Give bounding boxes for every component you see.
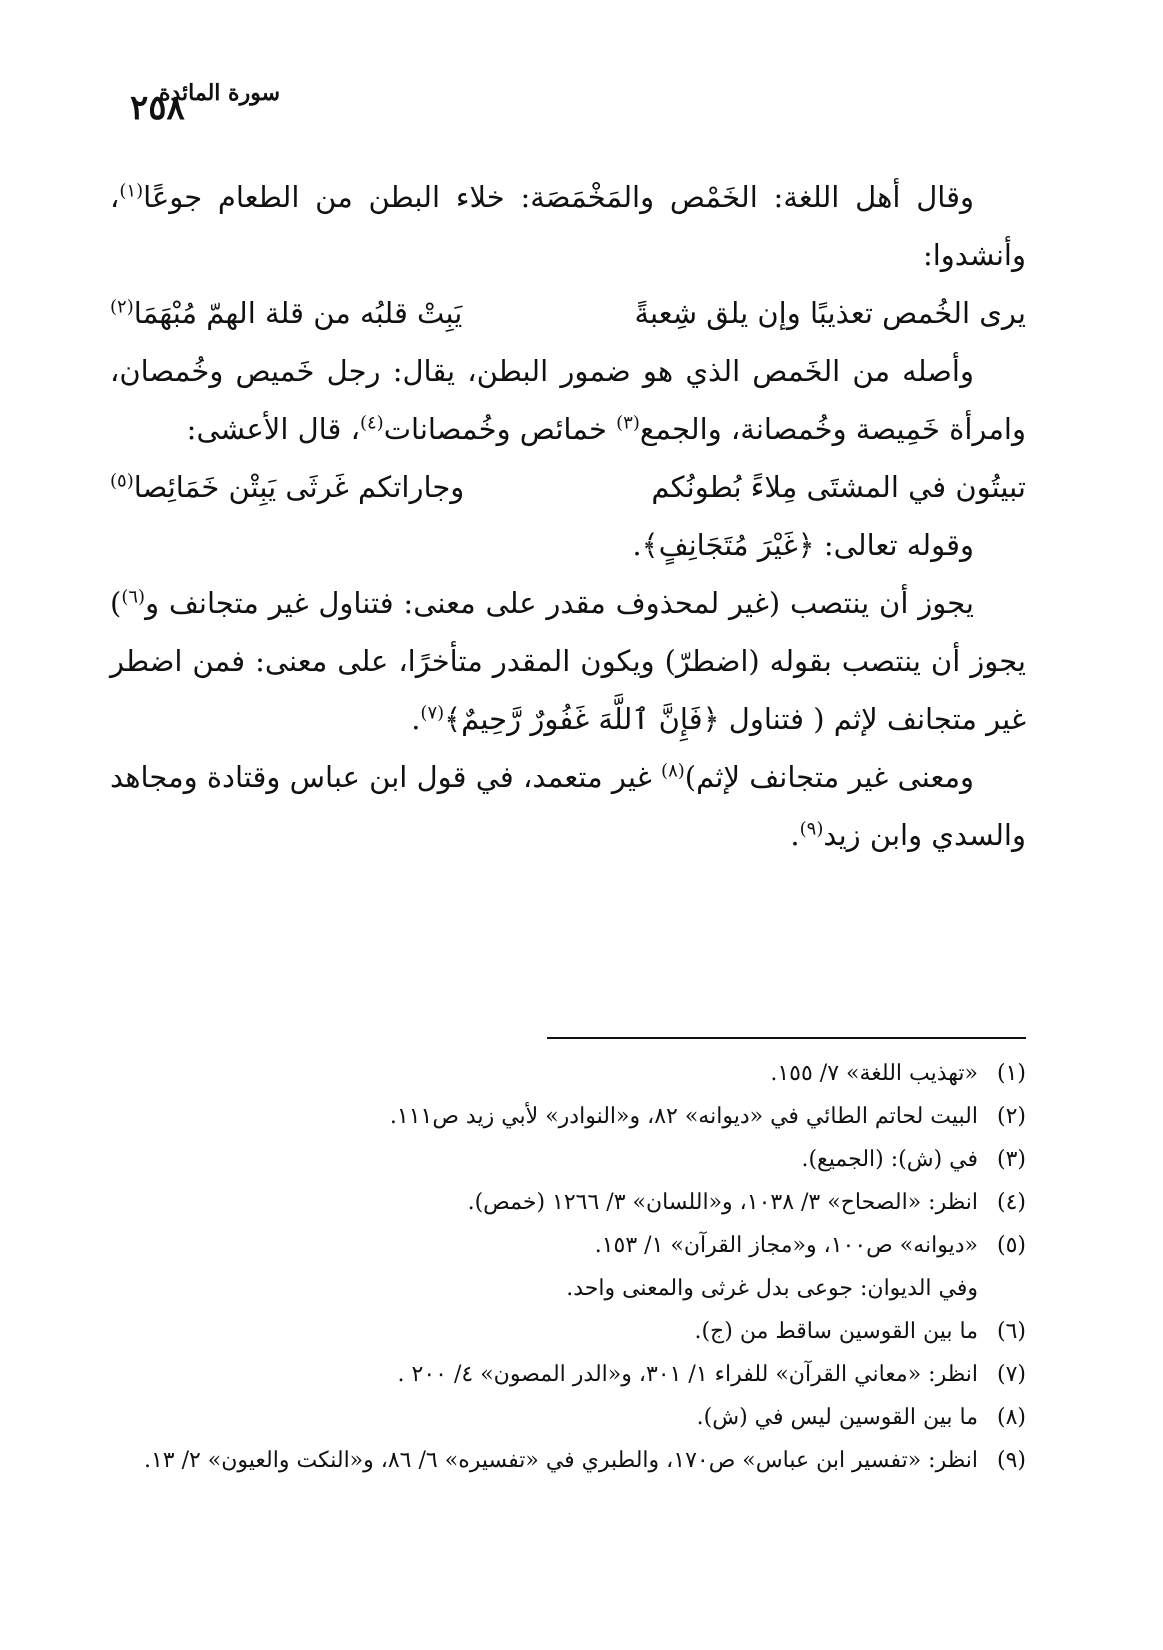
footnote-5-continuation: [110, 1267, 1026, 1310]
verse-2-first-hemistich: تبيتُون في المشتَى مِلاءً بُطونُكم: [651, 470, 1026, 504]
footnotes-section: [110, 1052, 1026, 1482]
paragraph-5-text-b: غير متعمد، في قول ابن عباس وقتادة ومجاهد والسدي وابن زيد: [110, 760, 1026, 852]
verse-2-second-text: وجاراتكم غَرثَى يَبِتْن خَمَائِصا: [133, 470, 465, 504]
footnote-ref-8: (٨): [661, 760, 685, 782]
footnote-1: [110, 1052, 1026, 1095]
footnote-9: [110, 1439, 1026, 1482]
footnote-4: [110, 1181, 1026, 1224]
footnote-separator: [547, 1037, 1026, 1039]
poetry-verse-1: [110, 284, 1026, 342]
footnote-ref-7: (٧): [420, 702, 445, 724]
footnote-2: [110, 1095, 1026, 1138]
footnote-text: ما بين القوسين ليس في (ش).: [696, 1405, 978, 1430]
footnote-text: «تهذيب اللغة» ٧/ ١٥٥.: [770, 1061, 978, 1086]
page-number: ٢٥٨: [130, 88, 185, 128]
footnote-text: «ديوانه» ص١٠٠، و«مجاز القرآن» ١/ ١٥٣.: [594, 1233, 978, 1258]
footnote-7: [110, 1353, 1026, 1396]
footnote-text: انظر: «الصحاح» ٣/ ١٠٣٨، و«اللسان» ٣/ ١٢٦٦ (خمص).: [467, 1190, 978, 1215]
footnote-number: (٢): [996, 1104, 1026, 1129]
verse-1-first-hemistich: يرى الخُمص تعذيبًا وإن يلق شِعبةً: [634, 296, 1026, 330]
paragraph-2-text-b: خمائص وخُمصانات: [383, 412, 617, 446]
verse-1-second-hemistich: [110, 284, 462, 342]
paragraph-4: [110, 574, 1026, 748]
footnote-number: (٨): [996, 1405, 1026, 1430]
footnote-ref-6: (٦): [121, 586, 146, 608]
paragraph-2: [110, 342, 1026, 458]
footnote-text: البيت لحاتم الطائي في «ديوانه» ٨٢، و«النوادر» لأبي زيد ص١١١.: [389, 1104, 978, 1129]
footnote-ref-1: (١): [119, 180, 144, 202]
paragraph-2-text-a: وأصله من الخَمص الذي هو ضمور البطن، يقال: رجل خَميص وخُمصان، وامرأة خَمِيصة وخُمصانة، والجمع: [110, 354, 1026, 446]
running-header-surah-title: سورة المائدة: [158, 80, 280, 106]
footnote-text: في (ش): (الجميع).: [801, 1147, 978, 1172]
footnote-number: (٥): [996, 1233, 1026, 1258]
footnote-5: [110, 1224, 1026, 1267]
footnote-6: [110, 1310, 1026, 1353]
footnote-3: [110, 1138, 1026, 1181]
paragraph-4-text-c: .: [411, 702, 421, 736]
footnote-number: (٤): [996, 1190, 1026, 1215]
footnote-text: ما بين القوسين ساقط من (ج).: [694, 1319, 978, 1344]
paragraph-5: [110, 748, 1026, 864]
paragraph-1-end: ، وأنشدوا:: [110, 180, 1026, 272]
paragraph-3: وقوله تعالى: ﴿غَيْرَ مُتَجَانِفٍ﴾.: [632, 528, 974, 562]
paragraph-1-text: وقال أهل اللغة: الخَمْص والمَخْمَصَة: خلاء البطن من الطعام جوعًا: [143, 180, 974, 214]
verse-2-second-hemistich: [110, 458, 464, 516]
footnote-ref-5: (٥): [110, 470, 134, 492]
footnote-number: (٧): [996, 1362, 1026, 1387]
paragraph-4-text-b: ) يجوز أن ينتصب بقوله (اضطرّ) ويكون المقدر متأخرًا، على معنى: فمن اضطر غير متجانف لإثم ( فتناول ﴿فَإِنَّ ٱللَّهَ غَفُورٌ رَّحِيمٌ﴾: [110, 586, 1026, 736]
footnote-text: انظر: «تفسير ابن عباس» ص١٧٠، والطبري في «تفسيره» ٦/ ٨٦، و«النكت والعيون» ٢/ ١٣.: [143, 1448, 978, 1473]
footnote-ref-9: (٩): [799, 818, 824, 840]
main-text: [110, 168, 1026, 864]
footnote-number: (١): [996, 1061, 1026, 1086]
footnote-number: (٦): [996, 1319, 1026, 1344]
paragraph-2-text-c: ، قال الأعشى:: [186, 412, 360, 446]
verse-1-second-text: يَبِتْ قلبُه من قلة الهمّ مُبْهَمَا: [133, 296, 463, 330]
paragraph-5-text-c: .: [790, 818, 800, 852]
footnote-ref-3: (٣): [616, 412, 640, 434]
footnote-text: وفي الديوان: جوعى بدل غرثى والمعنى واحد.: [566, 1276, 978, 1301]
paragraph-5-text-a: ومعنى غير متجانف لإثم): [684, 760, 974, 794]
footnote-ref-2: (٢): [110, 296, 134, 318]
footnote-text: انظر: «معاني القرآن» للفراء ١/ ٣٠١، و«الدر المصون» ٤/ ٢٠٠ .: [397, 1362, 978, 1387]
paragraph-1: [110, 168, 1026, 284]
footnote-ref-4: (٤): [359, 412, 384, 434]
paragraph-4-text-a: يجوز أن ينتصب (غير لمحذوف مقدر على معنى: فتناول غير متجانف و: [145, 586, 974, 620]
footnote-8: [110, 1396, 1026, 1439]
footnote-number: (٩): [996, 1448, 1026, 1473]
footnote-number: (٣): [996, 1147, 1026, 1172]
poetry-verse-2: [110, 458, 1026, 516]
